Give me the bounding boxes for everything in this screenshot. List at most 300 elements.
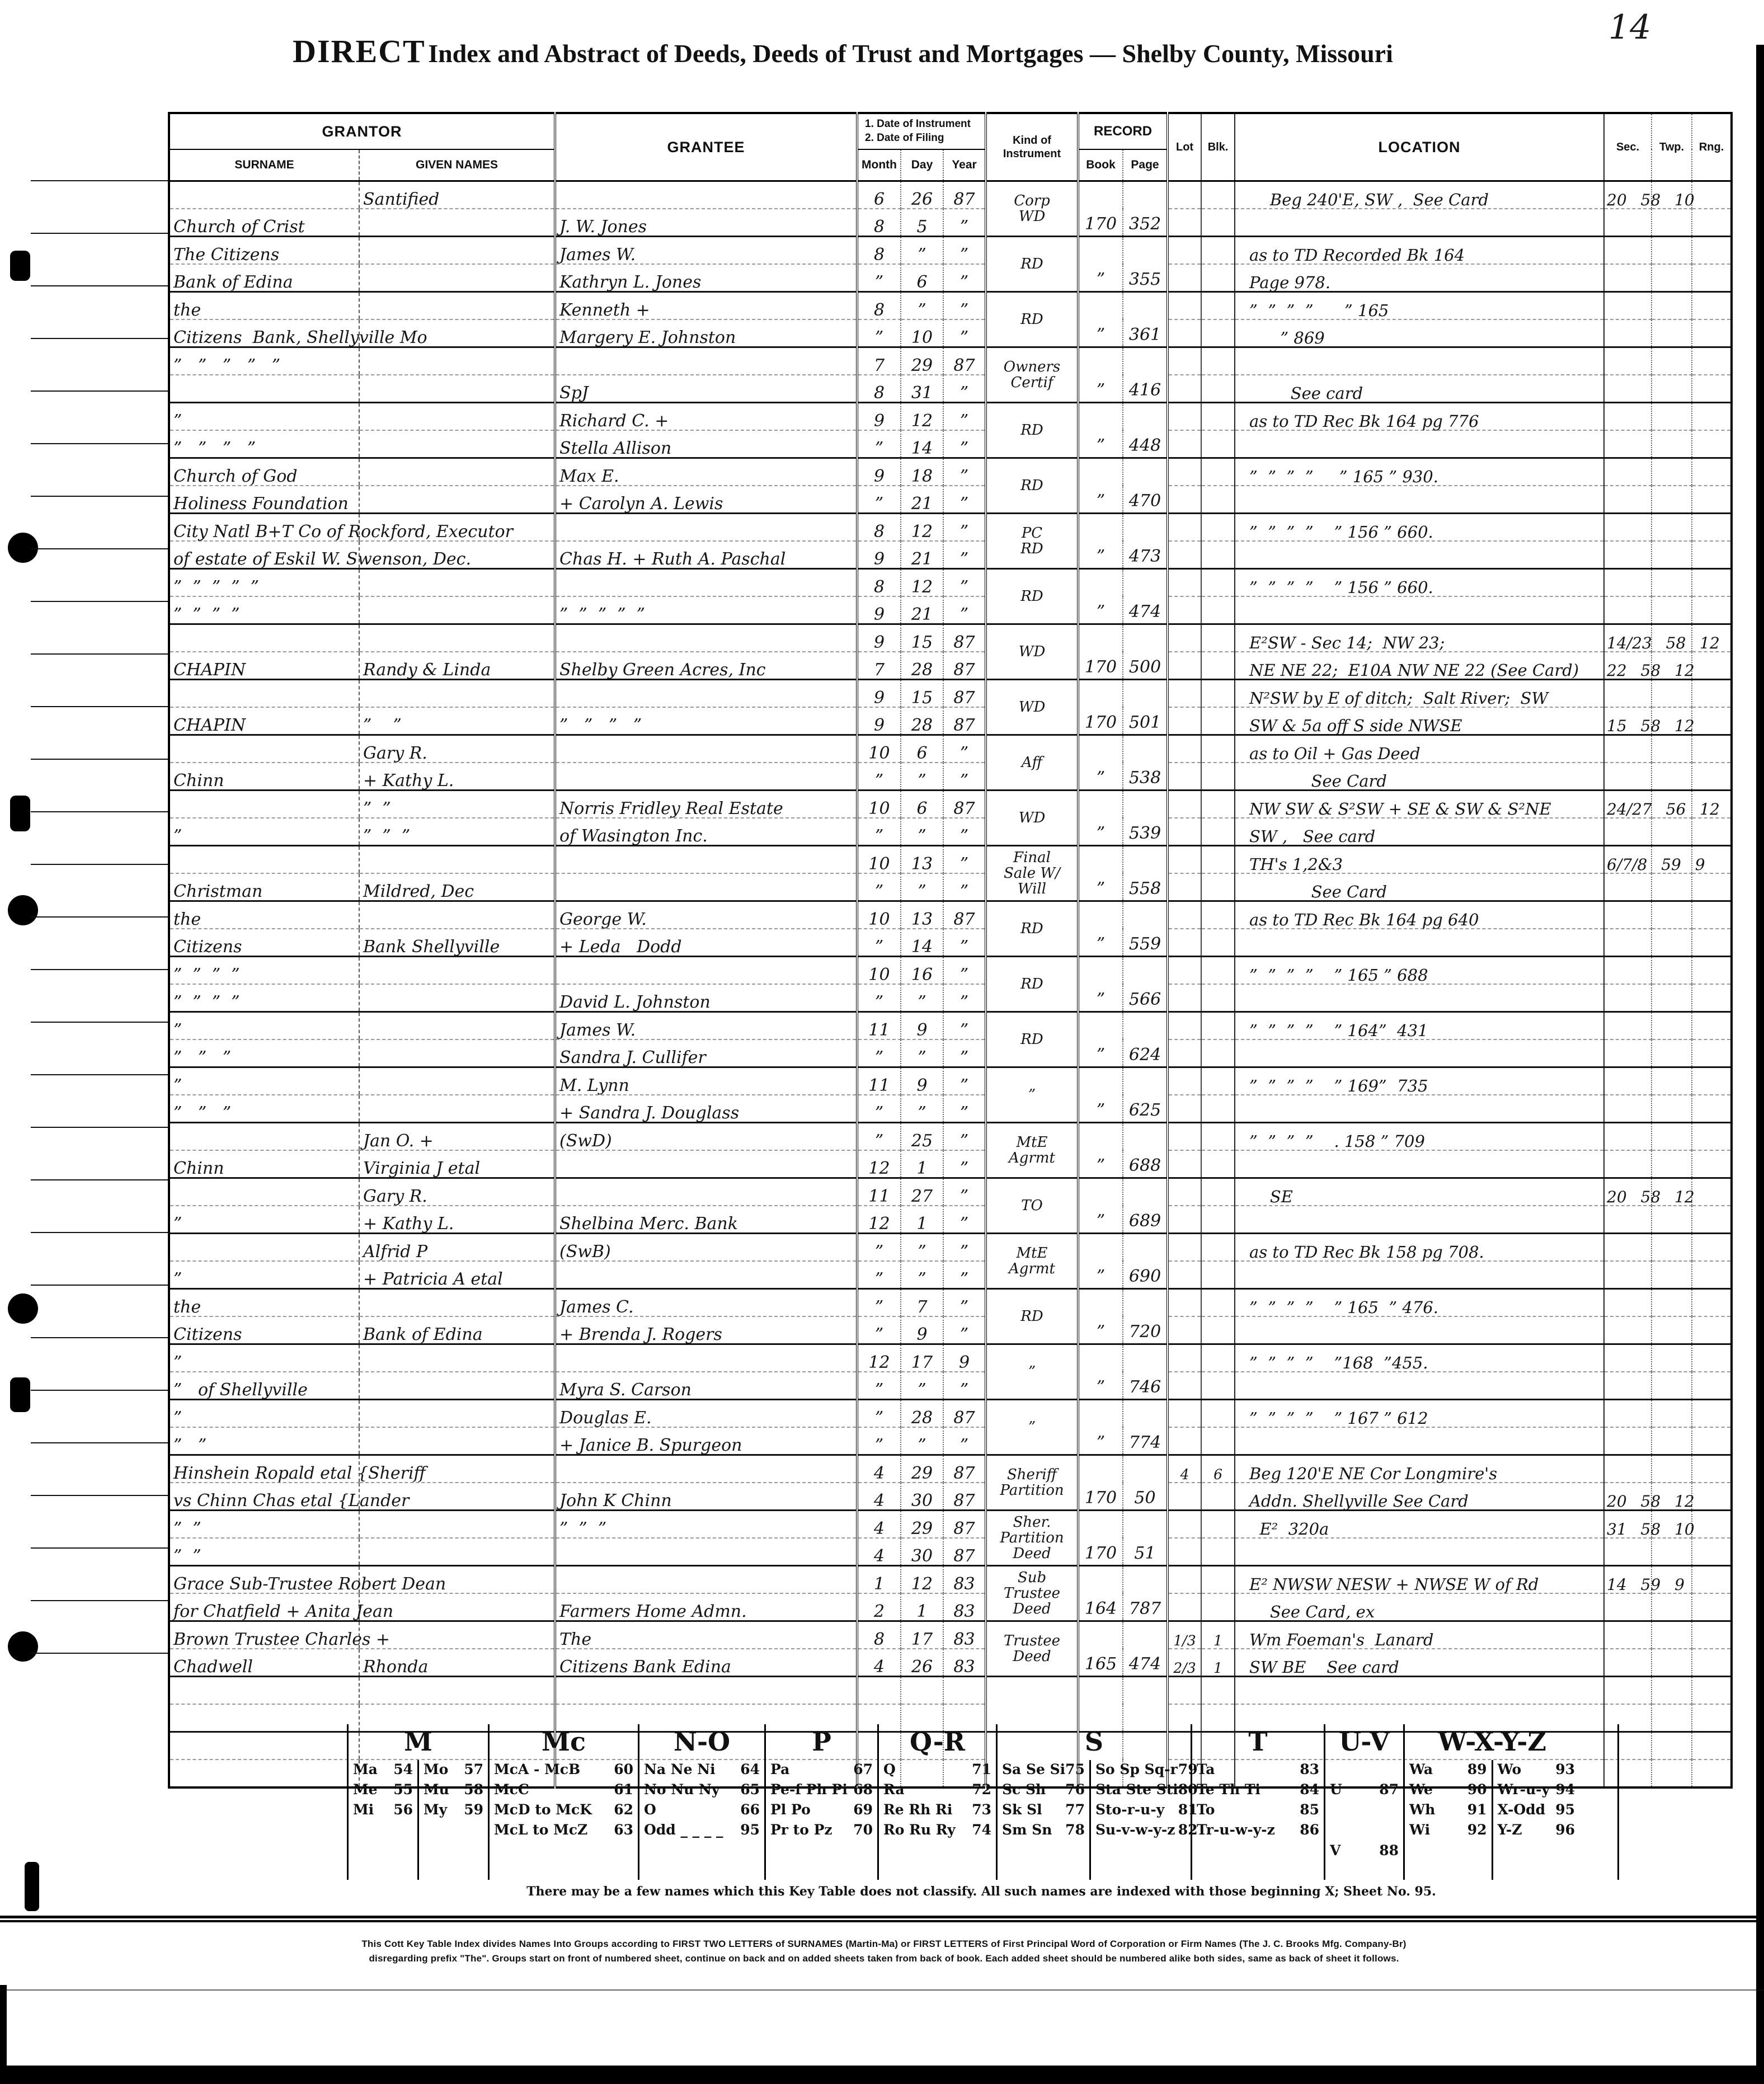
cell-location: ” ” ” ” ” 156 ” 660. [1235, 569, 1604, 597]
cell-location [1235, 541, 1604, 569]
cell-grantee [555, 347, 857, 375]
cell-date-day: 18 [901, 458, 943, 486]
cell-sec-twp-rng: 15 58 12 [1604, 707, 1652, 735]
cell-rng [1692, 569, 1732, 597]
cell-grantor-surname: the [169, 901, 359, 929]
cell-sec-twp-rng: 20 58 10 [1604, 181, 1652, 209]
cell-sec-twp-rng [1604, 1621, 1652, 1649]
cell-grantor-given [359, 458, 555, 486]
cell-grantor-surname: ” ” ” ” ” [169, 569, 359, 597]
cell-record-page: 559 [1123, 901, 1168, 957]
cell-kind-of-instrument: RD [986, 458, 1078, 514]
cell-blk [1201, 1593, 1235, 1621]
cell-date-month: 7 [857, 652, 901, 680]
ledger-row [169, 791, 1732, 818]
cell-rng [1692, 1261, 1732, 1289]
ledger-row [169, 1483, 1732, 1511]
cell-location: NE NE 22; E10A NW NE 22 (See Card) [1235, 652, 1604, 680]
cell-sec-twp-rng [1604, 984, 1652, 1012]
cell-record-book: ” [1078, 569, 1123, 624]
key-entry: Ra 72 [883, 1781, 991, 1798]
cell-kind-of-instrument: ” [986, 1400, 1078, 1455]
ledger-row [169, 1677, 1732, 1705]
cell-date-day: ” [901, 1372, 943, 1400]
cell-grantor-given [359, 957, 555, 985]
cell-location: ” ” ” ” ” 167 ” 612 [1235, 1400, 1604, 1428]
cell-date-month: 10 [857, 791, 901, 818]
cell-record-book: ” [1078, 1234, 1123, 1289]
cell-lot [1168, 209, 1201, 237]
cell-grantor-surname: Church of God [169, 458, 359, 486]
cell-sec-twp-rng [1604, 458, 1652, 486]
cell-record-book: ” [1078, 237, 1123, 292]
key-entry: U 87 [1330, 1781, 1399, 1798]
cell-blk [1201, 181, 1235, 209]
cell-rng [1692, 347, 1732, 375]
cell-grantor-surname: ” ” ” ” ” [169, 347, 359, 375]
col-header-surname: SURNAME [169, 149, 359, 181]
ledger-row [169, 1511, 1732, 1539]
punch-hole [10, 251, 30, 281]
cell-location: E² NWSW NESW + NWSE W of Rd [1235, 1566, 1604, 1594]
cell-location [1235, 1150, 1604, 1178]
cell-grantee: M. Lynn [555, 1067, 857, 1095]
cell-grantee: + Leda Dodd [555, 929, 857, 957]
cell-sec-twp-rng [1604, 1039, 1652, 1067]
cell-grantor-given: Jan O. + [359, 1123, 555, 1151]
cell-grantee: Norris Fridley Real Estate [555, 791, 857, 818]
cell-grantor-given: Randy & Linda [359, 652, 555, 680]
cell-twp [1652, 735, 1692, 763]
key-entry: O 66 [644, 1801, 760, 1818]
cell-date-day: 21 [901, 541, 943, 569]
cell-location [1235, 1538, 1604, 1566]
cell-date-year: 87 [943, 624, 986, 652]
cell-lot [1168, 403, 1201, 431]
cell-blk [1201, 1344, 1235, 1372]
cell-grantee [555, 763, 857, 791]
key-section-Mc [490, 1724, 639, 1880]
cell-date-day: 6 [901, 264, 943, 292]
cell-date-year: ” [943, 984, 986, 1012]
cell-kind-of-instrument: RD [986, 569, 1078, 624]
cell-kind-of-instrument: Owners Certif [986, 347, 1078, 403]
cell-blk [1201, 652, 1235, 680]
cell-sec-twp-rng [1604, 1372, 1652, 1400]
cell-twp [1652, 596, 1692, 624]
cell-kind-of-instrument: RD [986, 901, 1078, 957]
cell-rng [1692, 1178, 1732, 1206]
cell-grantee: Shelby Green Acres, Inc [555, 652, 857, 680]
cell-location [1235, 1372, 1604, 1400]
key-entry: So Sp Sq-r 79 [1095, 1761, 1198, 1777]
cell-date-month: ” [857, 984, 901, 1012]
cell-grantor-given [359, 680, 555, 708]
footer-fine-print [90, 1937, 1678, 1967]
cell-sec-twp-rng [1604, 1316, 1652, 1344]
cell-grantee [555, 1677, 857, 1705]
cell-lot [1168, 264, 1201, 292]
cell-rng [1692, 1649, 1732, 1677]
cell-grantee: The [555, 1621, 857, 1649]
cell-blk [1201, 1123, 1235, 1151]
cell-record-book: 164 [1078, 1566, 1123, 1621]
cell-lot [1168, 1538, 1201, 1566]
cell-blk [1201, 901, 1235, 929]
cell-grantee: Kathryn L. Jones [555, 264, 857, 292]
cell-date-year: 87 [943, 1483, 986, 1511]
cell-record-book: ” [1078, 403, 1123, 458]
cell-sec-twp-rng: 22 58 12 [1604, 652, 1652, 680]
cell-grantor-surname: ” ” ” [169, 1095, 359, 1123]
cell-blk [1201, 486, 1235, 514]
bottom-edge-bar [0, 2066, 1764, 2084]
cell-grantor-given [359, 1400, 555, 1428]
cell-twp [1652, 569, 1692, 597]
cell-date-year: ” [943, 1206, 986, 1234]
cell-kind-of-instrument: Sub Trustee Deed [986, 1566, 1078, 1621]
cell-record-page: 50 [1123, 1455, 1168, 1511]
key-entry: Wh 91 [1409, 1801, 1487, 1818]
cell-lot [1168, 1234, 1201, 1262]
key-entry: Wa 89 [1409, 1761, 1487, 1777]
cell-date-month: 10 [857, 735, 901, 763]
cell-blk [1201, 1289, 1235, 1317]
cell-record-book: 170 [1078, 680, 1123, 735]
cell-blk [1201, 929, 1235, 957]
title-lead: DIRECT [293, 33, 426, 69]
cell-grantee: George W. [555, 901, 857, 929]
cell-location: E² 320a [1235, 1511, 1604, 1539]
punch-hole [10, 1377, 30, 1412]
cell-rng [1692, 735, 1732, 763]
cell-grantee: J. W. Jones [555, 209, 857, 237]
col-header-dates [857, 113, 986, 149]
cell-record-page: 787 [1123, 1566, 1168, 1621]
ledger-row [169, 181, 1732, 209]
cell-date-month: 4 [857, 1511, 901, 1539]
cell-date-year: ” [943, 1150, 986, 1178]
cell-location: N²SW by E of ditch; Salt River; SW [1235, 680, 1604, 708]
cell-grantee: SpJ [555, 375, 857, 403]
cell-lot [1168, 1344, 1201, 1372]
cell-grantor-surname: ” [169, 1400, 359, 1428]
cell-grantor-surname: ” ” ” [169, 1039, 359, 1067]
cell-grantor-surname [169, 1123, 359, 1151]
cell-date-year: ” [943, 375, 986, 403]
cell-lot [1168, 237, 1201, 265]
cell-grantor-given: Gary R. [359, 1178, 555, 1206]
title-rest: Index and Abstract of Deeds, Deeds of Trust and Mortgages — Shelby County, Missouri [428, 39, 1393, 68]
cell-location [1235, 1261, 1604, 1289]
cell-date-month: 10 [857, 957, 901, 985]
cell-blk [1201, 1067, 1235, 1095]
cell-lot [1168, 1566, 1201, 1594]
cell-lot [1168, 763, 1201, 791]
cell-twp [1652, 1316, 1692, 1344]
cell-grantor-surname: Christman [169, 873, 359, 901]
cell-kind-of-instrument: WD [986, 791, 1078, 846]
cell-date-year: ” [943, 1039, 986, 1067]
cell-grantor-surname [169, 1704, 359, 1732]
cell-rng [1692, 707, 1732, 735]
cell-blk [1201, 264, 1235, 292]
cell-blk [1201, 458, 1235, 486]
cell-lot [1168, 846, 1201, 874]
col-header-month: Month [857, 149, 901, 181]
cell-date-day: ” [901, 763, 943, 791]
cell-date-day: ” [901, 1261, 943, 1289]
cell-grantor-surname [169, 735, 359, 763]
cell-date-month: ” [857, 818, 901, 846]
cell-date-year: ” [943, 569, 986, 597]
cell-location: ” ” ” ” ” 165 ” 930. [1235, 458, 1604, 486]
fine-print-line-1: This Cott Key Table Index divides Names Into Groups according to FIRST TWO LETTERS of SURNAMES (Martin-Ma) or FIRST LETTERS of First Principal Word of Corporation or Firm Names (The J. C. Brooks Mfg. Company-Br) [361, 1939, 1407, 1949]
cell-grantor-given [359, 1511, 555, 1539]
cell-sec-twp-rng [1604, 1455, 1652, 1483]
cell-blk [1201, 319, 1235, 347]
cell-lot [1168, 1206, 1201, 1234]
cell-blk [1201, 347, 1235, 375]
cell-date-year: 87 [943, 652, 986, 680]
cell-date-day: ” [901, 818, 943, 846]
col-header-given-names: GIVEN NAMES [359, 149, 555, 181]
cell-grantor-surname [169, 1677, 359, 1705]
key-entry: Mu 58 [424, 1781, 483, 1798]
cell-grantee: Farmers Home Admn. [555, 1593, 857, 1621]
cell-lot: 2/3 [1168, 1649, 1201, 1677]
key-entry: Me 55 [353, 1781, 413, 1798]
ledger-row [169, 763, 1732, 791]
cell-location [1235, 984, 1604, 1012]
cell-record-book: ” [1078, 735, 1123, 791]
cell-grantee [555, 873, 857, 901]
cell-sec-twp-rng [1604, 403, 1652, 431]
cell-grantee: + Janice B. Spurgeon [555, 1427, 857, 1455]
cell-record-page: 690 [1123, 1234, 1168, 1289]
cell-sec-twp-rng [1604, 1538, 1652, 1566]
cell-sec-twp-rng [1604, 763, 1652, 791]
cell-rng [1692, 1150, 1732, 1178]
cell-grantee: Max E. [555, 458, 857, 486]
cell-record-book: ” [1078, 901, 1123, 957]
cell-rng [1692, 901, 1732, 929]
cell-location: Beg 240'E, SW , See Card [1235, 181, 1604, 209]
ledger-row [169, 403, 1732, 431]
cell-rng [1692, 957, 1732, 985]
col-header-rng: Rng. [1692, 113, 1732, 181]
cell-record-page: 470 [1123, 458, 1168, 514]
cell-twp [1652, 873, 1692, 901]
ledger-row [169, 873, 1732, 901]
ledger-row [169, 1067, 1732, 1095]
col-header-location: LOCATION [1235, 113, 1604, 181]
cell-grantor-given [359, 624, 555, 652]
cell-rng [1692, 1704, 1732, 1732]
cell-record-book: ” [1078, 846, 1123, 901]
cell-lot [1168, 1178, 1201, 1206]
cell-kind-of-instrument: RD [986, 237, 1078, 292]
cell-kind-of-instrument: WD [986, 624, 1078, 680]
cell-date-year: 87 [943, 791, 986, 818]
cell-twp [1652, 292, 1692, 320]
cell-location: NW SW & S²SW + SE & SW & S²NE [1235, 791, 1604, 818]
cell-sec-twp-rng [1604, 264, 1652, 292]
col-header-year: Year [943, 149, 986, 181]
cell-sec-twp-rng [1604, 430, 1652, 458]
cell-date-month: ” [857, 1123, 901, 1151]
cell-record-book: 170 [1078, 1511, 1123, 1566]
cell-grantor-given [359, 1095, 555, 1123]
cell-sec-twp-rng [1604, 1649, 1652, 1677]
cell-rng [1692, 929, 1732, 957]
cell-rng [1692, 818, 1732, 846]
cell-twp [1652, 901, 1692, 929]
cell-grantee: James W. [555, 237, 857, 265]
key-entry: Wi 92 [1409, 1822, 1487, 1838]
ledger-row [169, 818, 1732, 846]
cell-grantor-surname: vs Chinn Chas etal {Lander [169, 1483, 359, 1511]
cell-record-book: 170 [1078, 1455, 1123, 1511]
cell-date-year: ” [943, 430, 986, 458]
cell-record-book: ” [1078, 458, 1123, 514]
thin-rule [0, 1989, 1764, 1991]
ledger-row [169, 458, 1732, 486]
ledger-row [169, 652, 1732, 680]
cell-blk [1201, 1511, 1235, 1539]
cell-grantee: Stella Allison [555, 430, 857, 458]
cell-lot [1168, 707, 1201, 735]
ledger-row [169, 1344, 1732, 1372]
cell-rng [1692, 596, 1732, 624]
key-entry: Q 71 [883, 1761, 991, 1777]
key-entry: Ma 54 [353, 1761, 413, 1777]
cell-record-page: 500 [1123, 624, 1168, 680]
cell-date-month: 4 [857, 1483, 901, 1511]
cell-rng [1692, 984, 1732, 1012]
ledger-row [169, 1178, 1732, 1206]
cell-sec-twp-rng [1604, 929, 1652, 957]
cell-location: ” ” ” ” ” 164” 431 [1235, 1012, 1604, 1040]
cell-lot [1168, 1039, 1201, 1067]
cell-lot: 4 [1168, 1455, 1201, 1483]
cell-grantee: + Carolyn A. Lewis [555, 486, 857, 514]
cell-grantee: of Wasington Inc. [555, 818, 857, 846]
cell-date-day: 14 [901, 430, 943, 458]
cell-location: SW , See card [1235, 818, 1604, 846]
cell-twp [1652, 1427, 1692, 1455]
cell-sec-twp-rng: 14/23 58 12 [1604, 624, 1652, 652]
cell-date-day: 15 [901, 680, 943, 708]
cell-grantor-surname: ” ” ” ” [169, 984, 359, 1012]
cell-grantor-given: + Patricia A etal [359, 1261, 555, 1289]
cell-twp [1652, 1261, 1692, 1289]
cell-sec-twp-rng [1604, 541, 1652, 569]
cell-date-day: 12 [901, 569, 943, 597]
cell-grantor-surname: for Chatfield + Anita Jean [169, 1593, 359, 1621]
cell-date-month: ” [857, 763, 901, 791]
cell-kind-of-instrument: MtE Agrmt [986, 1234, 1078, 1289]
cell-date-day: 27 [901, 1178, 943, 1206]
cell-record-book: ” [1078, 347, 1123, 403]
ledger-row [169, 1012, 1732, 1040]
cell-date-month: 12 [857, 1344, 901, 1372]
cell-record-page: 51 [1123, 1511, 1168, 1566]
ledger-row [169, 1316, 1732, 1344]
cell-twp [1652, 430, 1692, 458]
cell-grantor-surname: the [169, 292, 359, 320]
ledger-row [169, 1039, 1732, 1067]
cell-twp [1652, 1760, 1692, 1787]
cell-kind-of-instrument: RD [986, 292, 1078, 347]
cell-date-month: 10 [857, 901, 901, 929]
col-header-record: RECORD [1078, 113, 1168, 149]
cell-date-day: 13 [901, 846, 943, 874]
cell-sec-twp-rng [1604, 1427, 1652, 1455]
cell-date-year: ” [943, 209, 986, 237]
cell-sec-twp-rng [1604, 375, 1652, 403]
cell-date-year: ” [943, 403, 986, 431]
cell-date-day: 21 [901, 486, 943, 514]
key-entry: Tr-u-w-y-z 86 [1197, 1822, 1319, 1838]
cell-record-book: ” [1078, 1012, 1123, 1067]
cell-date-month: 10 [857, 846, 901, 874]
punch-hole [10, 796, 30, 831]
cell-grantor-given [359, 1039, 555, 1067]
cell-sec-twp-rng [1604, 1344, 1652, 1372]
cell-rng [1692, 430, 1732, 458]
cell-grantor-surname [169, 791, 359, 818]
cell-sec-twp-rng [1604, 1095, 1652, 1123]
cell-twp [1652, 1621, 1692, 1649]
cell-rng [1692, 237, 1732, 265]
cell-grantor-surname [169, 1178, 359, 1206]
cell-grantor-given [359, 1538, 555, 1566]
cell-location: SE [1235, 1178, 1604, 1206]
cell-lot [1168, 569, 1201, 597]
cell-grantor-given [359, 984, 555, 1012]
cell-grantor-surname [169, 181, 359, 209]
cell-grantee [555, 569, 857, 597]
cell-grantee: (SwD) [555, 1123, 857, 1151]
ledger-row [169, 707, 1732, 735]
cell-record-page: 538 [1123, 735, 1168, 791]
cell-location: See Card [1235, 763, 1604, 791]
key-section-T [1192, 1724, 1325, 1880]
cell-lot [1168, 1095, 1201, 1123]
cell-rng [1692, 264, 1732, 292]
cell-lot [1168, 1593, 1201, 1621]
cell-date-year: ” [943, 237, 986, 265]
cell-grantor-surname: Citizens Bank, Shellyville Mo [169, 319, 359, 347]
cell-grantor-surname: City Natl B+T Co of Rockford, Executor [169, 514, 359, 542]
cell-location: as to Oil + Gas Deed [1235, 735, 1604, 763]
cell-date-day: 1 [901, 1150, 943, 1178]
cell-record-book: ” [1078, 292, 1123, 347]
ledger-row [169, 1649, 1732, 1677]
cell-date-month: 9 [857, 458, 901, 486]
cell-date-day: 15 [901, 624, 943, 652]
cell-blk [1201, 1316, 1235, 1344]
cell-date-month: 11 [857, 1067, 901, 1095]
cell-blk [1201, 1206, 1235, 1234]
cell-lot [1168, 430, 1201, 458]
cell-blk [1201, 1483, 1235, 1511]
cell-location [1235, 929, 1604, 957]
cell-grantor-given: ” ” ” [359, 818, 555, 846]
cell-record-page [1123, 1677, 1168, 1732]
key-section-title: M [404, 1727, 432, 1757]
